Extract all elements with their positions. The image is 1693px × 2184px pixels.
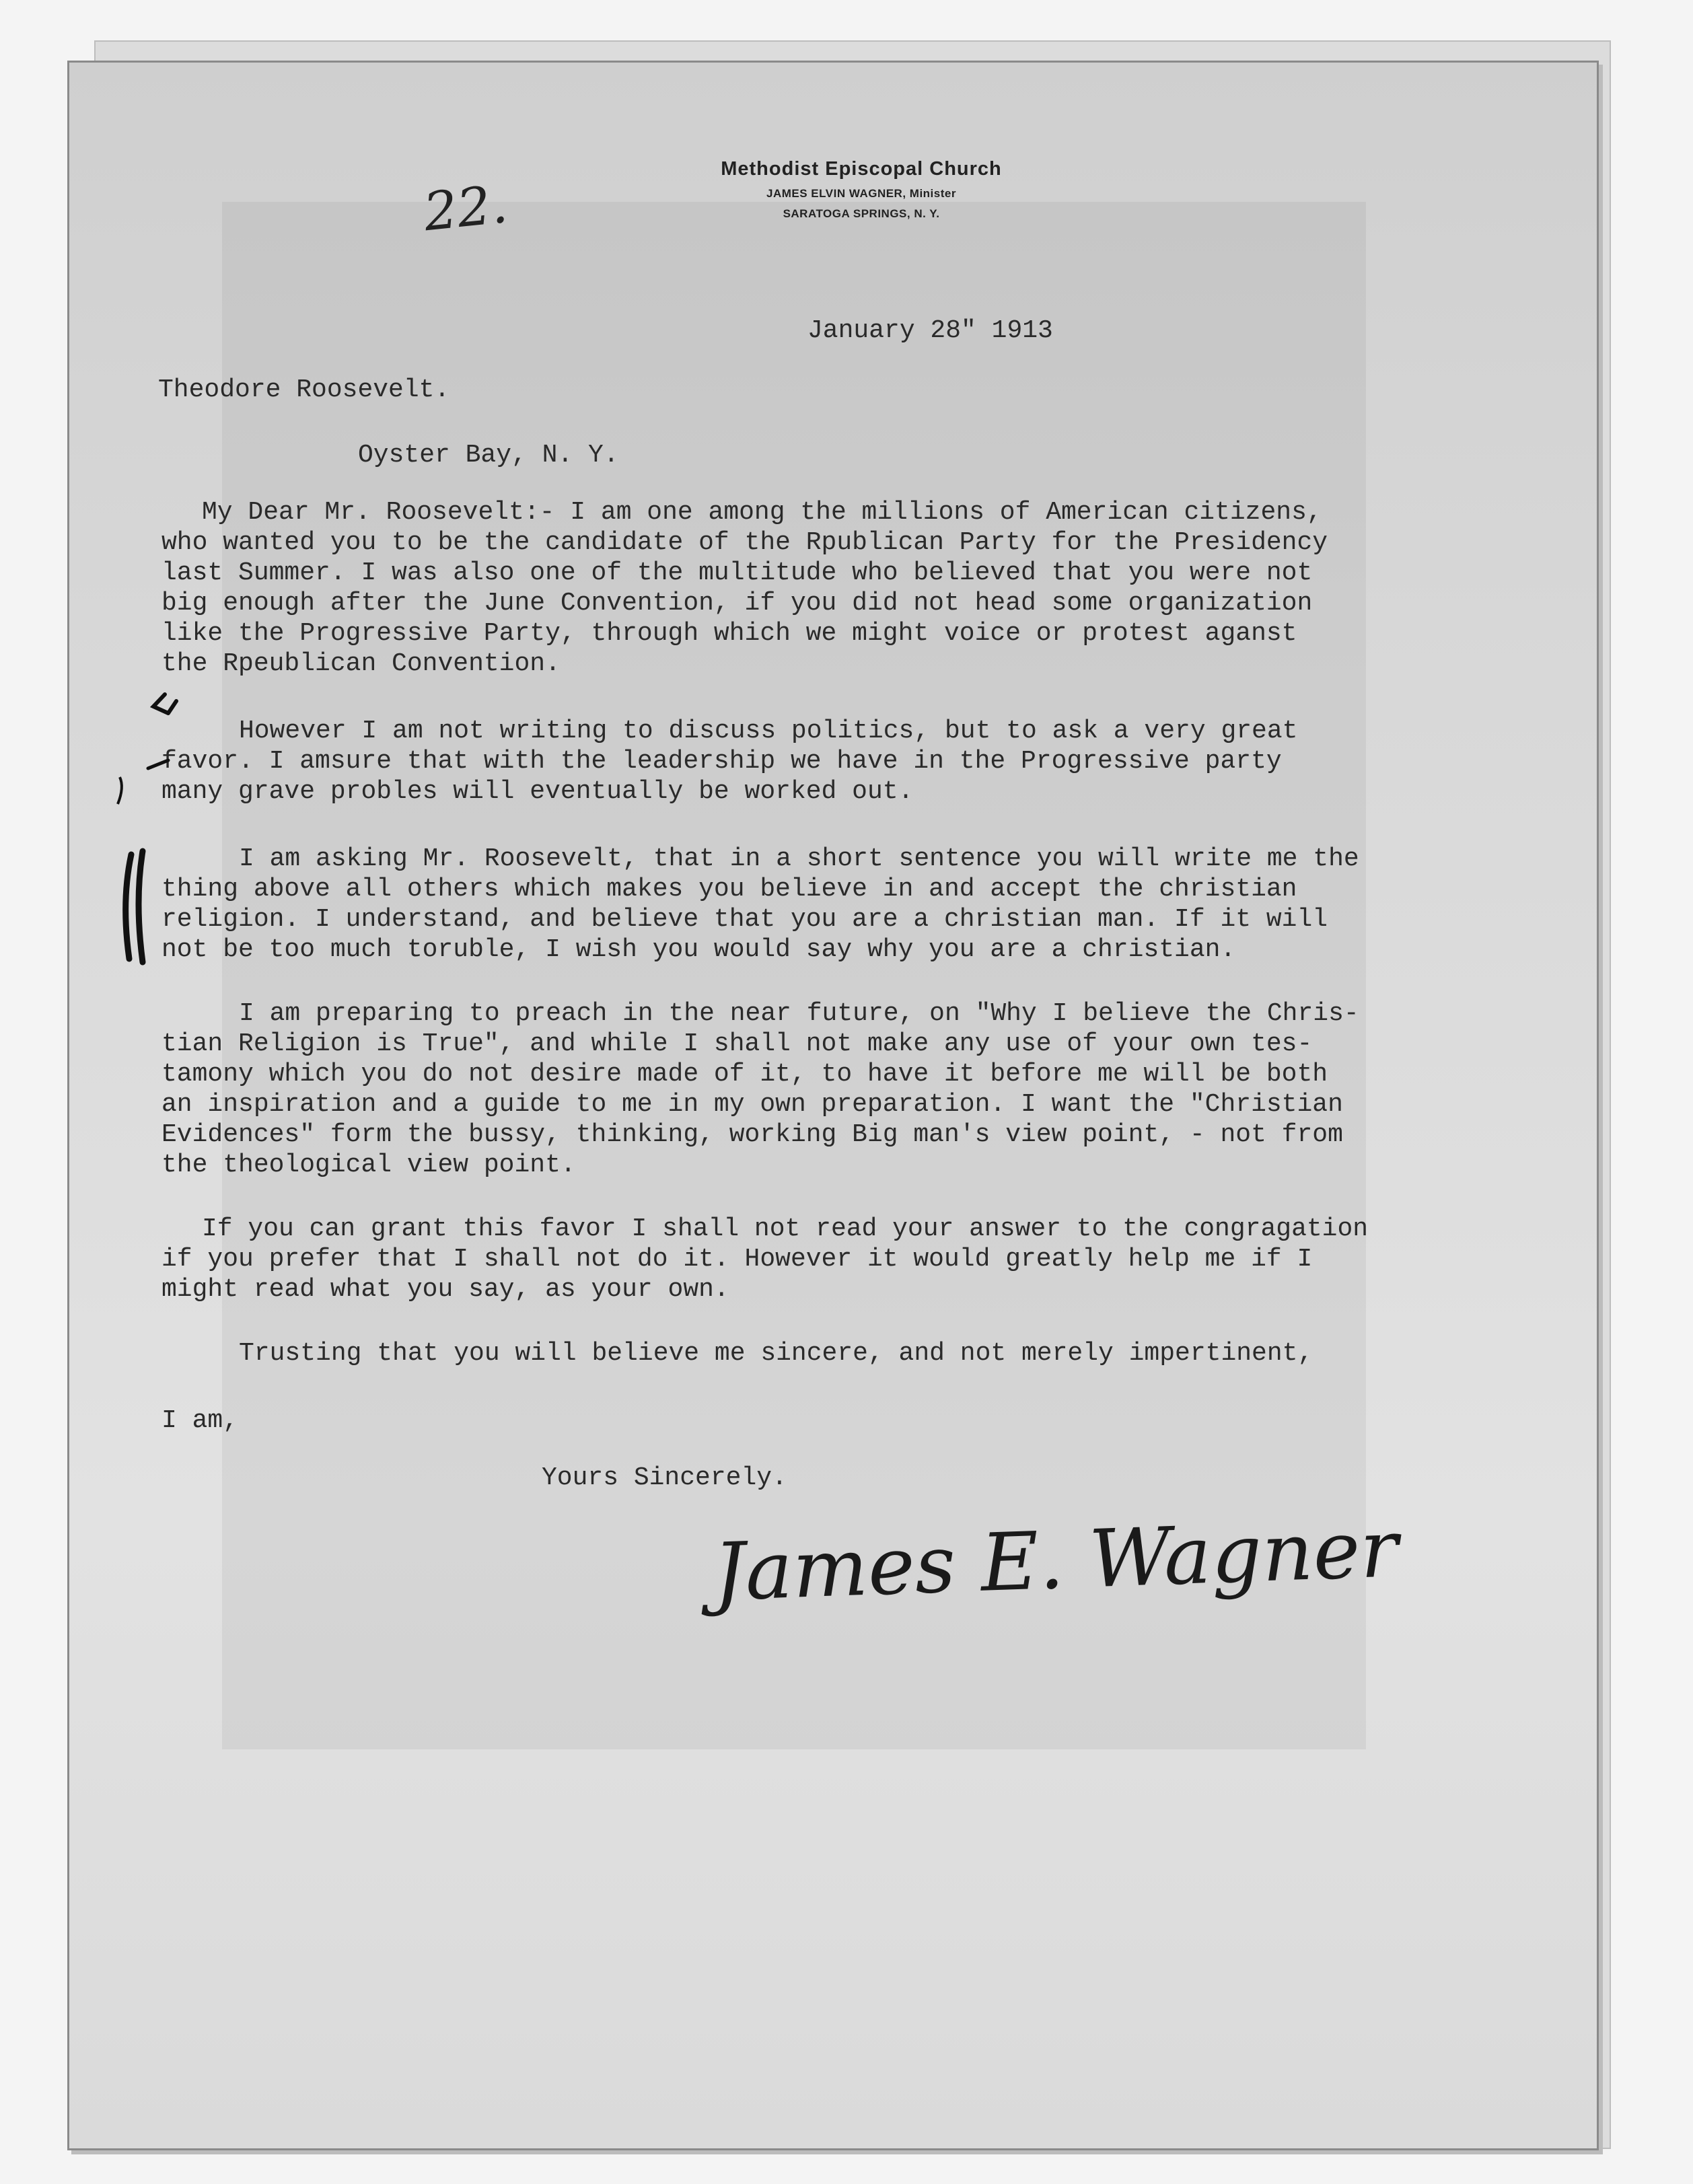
body-line: Trusting that you will believe me sincere, and not merely impertinent, — [239, 1339, 1313, 1368]
body-line: I am preparing to preach in the near future, on "Why I believe the Chris- — [239, 999, 1359, 1028]
handwritten-page-number: 22. — [421, 174, 511, 244]
body-line: if you prefer that I shall not do it. However it would greatly help me if I — [161, 1245, 1313, 1274]
margin-double-bar — [126, 851, 143, 962]
body-line: My Dear Mr. Roosevelt:- I am one among the millions of American citizens, — [202, 498, 1322, 527]
recipient-address: Oyster Bay, N. Y. — [358, 441, 619, 470]
letter-date: January 28" 1913 — [807, 316, 1053, 345]
body-line: the theological view point. — [161, 1151, 576, 1179]
body-line: thing above all others which makes you believe in and accept the christian — [161, 875, 1297, 904]
signature: James E. Wagner — [711, 1502, 1400, 1619]
body-line: last Summer. I was also one of the multitude who believed that you were not — [161, 558, 1313, 587]
body-line: religion. I understand, and believe that you are a christian man. If it will — [161, 905, 1328, 934]
body-line: not be too much toruble, I wish you would say why you are a christian. — [161, 935, 1236, 964]
body-line: many grave probles will eventually be worked out. — [161, 777, 914, 806]
body-line: favor. I amsure that with the leadership we have in the Progressive party — [161, 747, 1282, 776]
margin-hook-mark — [118, 777, 122, 804]
recipient-name: Theodore Roosevelt. — [158, 375, 450, 404]
closing-i-am: I am, — [161, 1406, 239, 1435]
margin-bracket-mark — [153, 694, 176, 713]
margin-tick-mark — [148, 760, 168, 768]
closing-salutation: Yours Sincerely. — [542, 1463, 787, 1492]
body-line: tamony which you do not desire made of it, to have it before me will be both — [161, 1060, 1328, 1089]
body-line: might read what you say, as your own. — [161, 1275, 729, 1304]
body-line: who wanted you to be the candidate of the Rpublican Party for the Presidency — [161, 528, 1328, 557]
letterhead-church: Methodist Episcopal Church — [721, 158, 1002, 180]
body-line: like the Progressive Party, through which we might voice or protest aganst — [161, 619, 1297, 648]
body-line: an inspiration and a guide to me in my own preparation. I want the "Christian — [161, 1090, 1343, 1119]
body-line: Evidences" form the bussy, thinking, working Big man's view point, - not from — [161, 1120, 1343, 1149]
body-line: big enough after the June Convention, if you did not head some organization — [161, 589, 1313, 618]
letterhead-place: SARATOGA SPRINGS, N. Y. — [783, 207, 940, 220]
body-line: tian Religion is True", and while I shall not make any use of your own tes- — [161, 1029, 1313, 1058]
letterhead — [592, 158, 1130, 221]
body-line: the Rpeublican Convention. — [161, 649, 561, 678]
body-line: I am asking Mr. Roosevelt, that in a short sentence you will write me the — [239, 844, 1359, 873]
body-line: If you can grant this favor I shall not read your answer to the congragation — [202, 1214, 1369, 1243]
margin-marks — [101, 686, 195, 982]
body-line: However I am not writing to discuss politics, but to ask a very great — [239, 717, 1298, 745]
letterhead-minister: JAMES ELVIN WAGNER, Minister — [766, 187, 956, 200]
